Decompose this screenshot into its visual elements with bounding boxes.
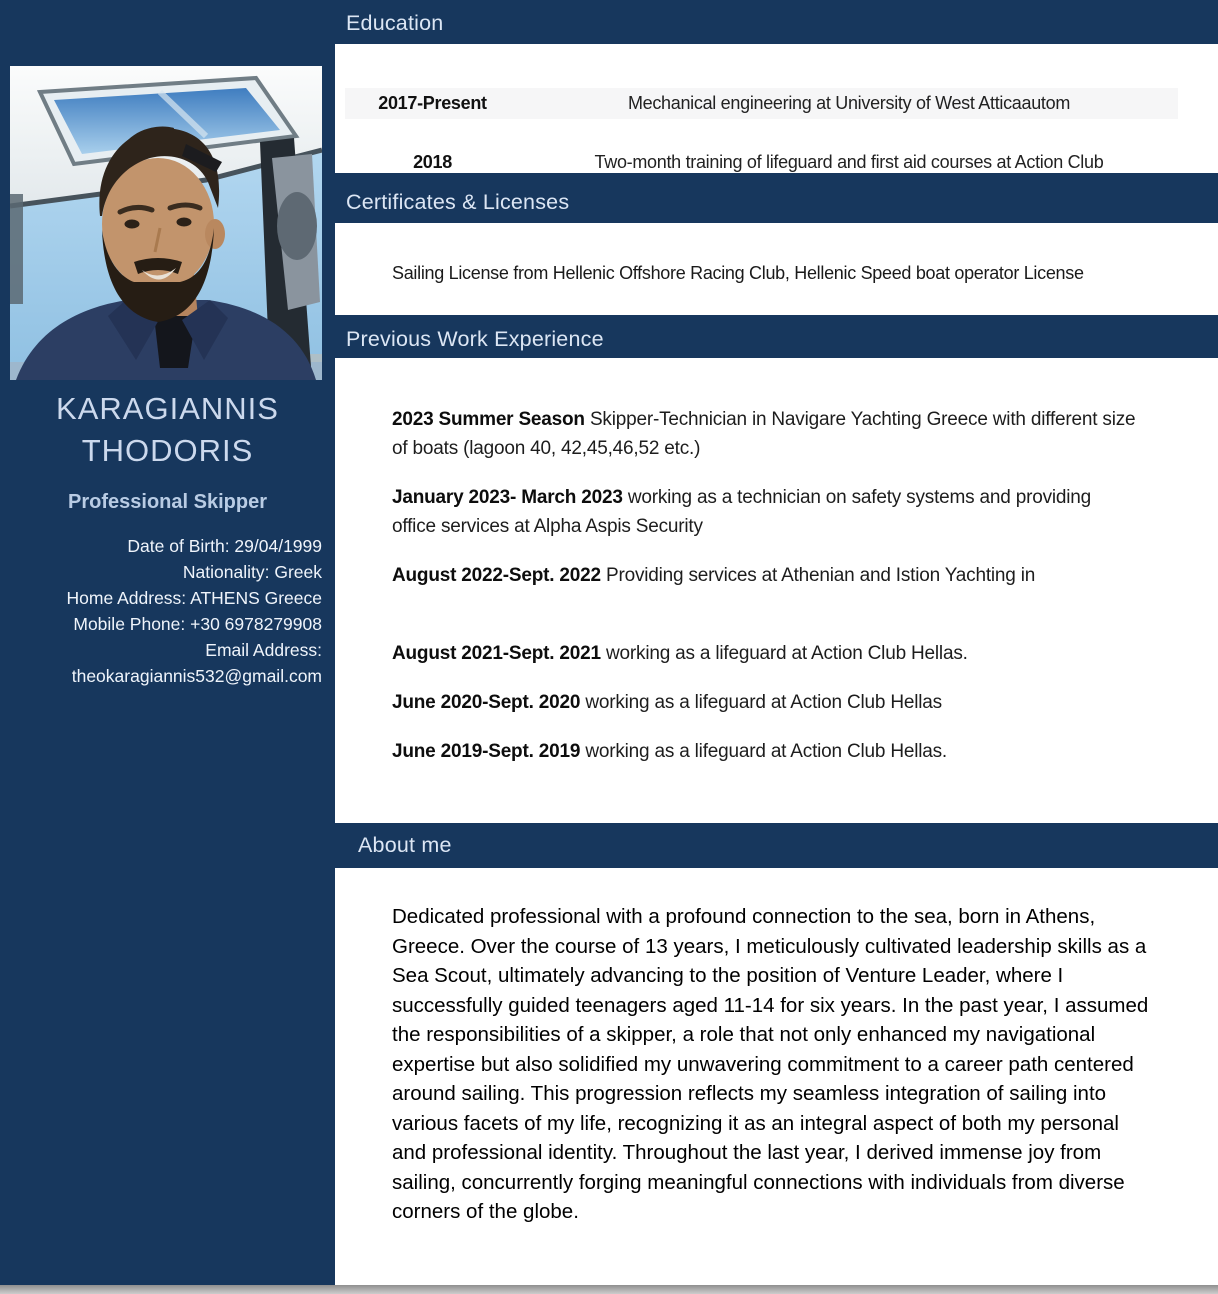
certificates-section	[335, 223, 1218, 315]
experience-description: working as a lifeguard at Action Club Hellas	[585, 692, 942, 713]
experience-section	[335, 358, 1218, 815]
section-header-about: About me	[335, 823, 1218, 868]
experience-entry	[392, 483, 1137, 541]
contact-line-phone: Mobile Phone: +30 6978279908	[73, 614, 322, 634]
experience-period: August 2021-Sept. 2021	[392, 643, 601, 664]
cv-content	[335, 0, 1218, 1285]
window-bottom-edge	[0, 1285, 1218, 1294]
contact-line-email: theokaragiannis532@gmail.com	[71, 666, 322, 686]
profile-photo	[10, 66, 322, 380]
experience-description: Providing services at Athenian and Istion Yachting in	[606, 565, 1036, 586]
contact-line-nationality: Nationality: Greek	[182, 562, 322, 582]
education-description: Mechanical engineering at University of West Atticaautom	[627, 93, 1071, 113]
experience-description: working as a lifeguard at Action Club Hellas.	[606, 643, 968, 664]
candidate-name-line1: KARAGIANNIS	[56, 391, 279, 426]
experience-period: June 2019-Sept. 2019	[392, 741, 581, 762]
experience-entry	[392, 561, 1137, 590]
experience-description: working as a technician on safety systems and providing office services at Alpha Aspis Security	[392, 487, 1092, 537]
contact-line-email-label: Email Address:	[205, 640, 322, 660]
experience-period: 2023 Summer Season	[392, 409, 585, 430]
experience-entry	[392, 737, 1137, 766]
education-date: 2017-Present	[378, 93, 487, 113]
experience-description: working as a lifeguard at Action Club Hellas.	[585, 741, 948, 762]
section-header-certificates: Certificates & Licenses	[335, 173, 1218, 223]
education-row	[345, 148, 1178, 176]
contact-block	[0, 533, 322, 689]
education-description: Two-month training of lifeguard and first aid courses at Action Club	[594, 151, 1104, 172]
experience-entry	[392, 405, 1137, 463]
section-header-education: Education	[335, 0, 1218, 44]
contact-line-address: Home Address: ATHENS Greece	[66, 588, 322, 608]
education-section	[335, 44, 1218, 173]
experience-period: August 2022-Sept. 2022	[392, 565, 601, 586]
candidate-name-line2: THODORIS	[81, 433, 254, 468]
candidate-name	[0, 388, 335, 472]
experience-list	[335, 358, 1218, 766]
experience-period: June 2020-Sept. 2020	[392, 692, 581, 713]
education-date: 2018	[413, 151, 452, 172]
candidate-title: Professional Skipper	[68, 491, 267, 513]
experience-period: January 2023- March 2023	[392, 487, 623, 508]
section-header-experience: Previous Work Experience	[335, 315, 1218, 358]
about-text: Dedicated professional with a profound connection to the sea, born in Athens, Greece. Over the course of 13 years, I meticulously cultivated leadership skills as a Sea Scout, ultimately advancing to the position of Venture Leader, where I successfully guided teenagers aged 11-14 for six years. In the past year, I assumed the responsibilities of a skipper, a role that not only enhanced my navigational expertise but also solidified my unwavering commitment to a career path centered around sailing. This progression reflects my seamless integration of sailing into various facets of my life, recognizing it as an integral aspect of both my personal and professional identity. Throughout the last year, I derived immense joy from sailing, concurrently forging meaningful connections with individuals from diverse corners of the globe.	[392, 905, 1149, 1223]
contact-line-dob: Date of Birth: 29/04/1999	[127, 536, 322, 556]
certificates-text: Sailing License from Hellenic Offshore Racing Club, Hellenic Speed boat operator License	[392, 263, 1084, 283]
profile-photo-illustration	[10, 66, 322, 380]
about-section	[335, 868, 1218, 1285]
experience-entry	[392, 688, 1137, 717]
experience-description: Skipper-Technician in Navigare Yachting Greece with different size of boats (lagoon 40, 42,45,46,52 etc.)	[392, 409, 1136, 459]
experience-entry	[392, 639, 1137, 668]
education-row	[345, 88, 1178, 119]
sidebar	[0, 0, 335, 1285]
